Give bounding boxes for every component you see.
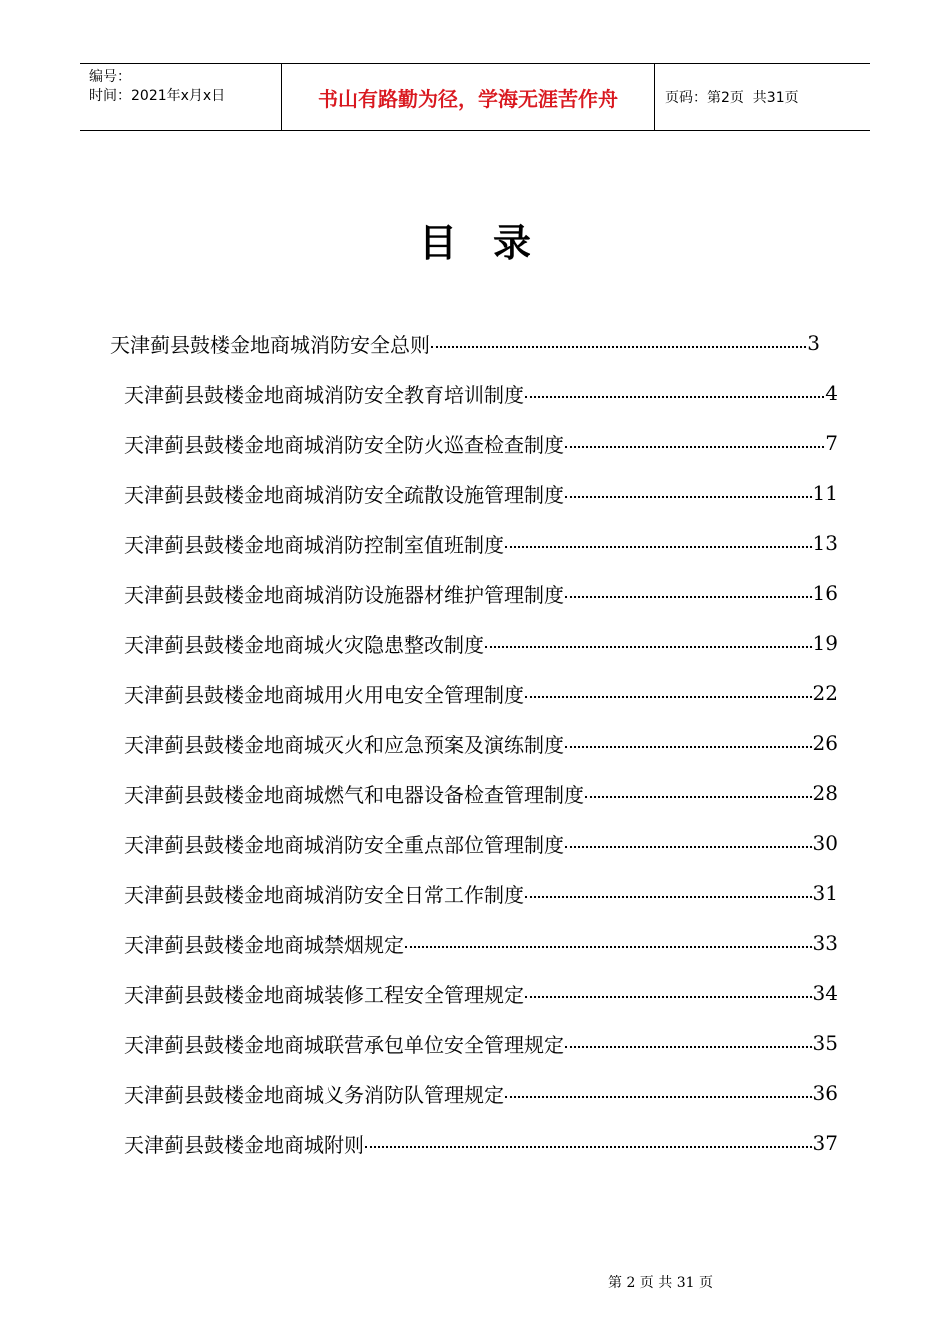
toc-entry-page-number: 26 [812,731,838,755]
toc-dot-leader [525,696,812,698]
toc-entry-page-number: 30 [812,831,838,855]
page-title: 目录 [418,221,567,265]
toc-entry-label: 天津蓟县鼓楼金地商城消防安全总则 [110,332,430,357]
toc-dot-leader [565,846,812,848]
header-motto-cell [282,64,655,130]
toc-entry-page-number: 3 [807,331,820,355]
toc-entry-label: 天津蓟县鼓楼金地商城用火用电安全管理制度 [124,682,524,707]
toc-entry[interactable] [0,568,950,618]
toc-entry[interactable] [0,918,950,968]
toc-entry[interactable] [0,868,950,918]
toc-entry-label: 天津蓟县鼓楼金地商城消防安全防火巡查检查制度 [124,432,564,457]
toc-entry-page-number: 37 [812,1131,838,1155]
toc-entry-page-number: 11 [812,481,838,505]
toc-entry[interactable] [0,618,950,668]
toc-entry[interactable] [0,718,950,768]
toc-dot-leader [505,1096,812,1098]
toc-entry-page-number: 36 [812,1081,838,1105]
toc-entry-label: 天津蓟县鼓楼金地商城消防设施器材维护管理制度 [124,582,564,607]
toc-entry-label: 天津蓟县鼓楼金地商城消防安全疏散设施管理制度 [124,482,564,507]
toc-entry-page-number: 31 [812,881,838,905]
toc-entry[interactable] [0,1068,950,1118]
toc-entry[interactable] [0,318,950,368]
toc-entry[interactable] [0,368,950,418]
toc-entry-page-number: 7 [825,431,838,455]
toc-entry-label: 天津蓟县鼓楼金地商城消防安全日常工作制度 [124,882,524,907]
toc-entry[interactable] [0,418,950,468]
header-page-info: 页码：第2页 共31页 [665,90,799,106]
toc-entry[interactable] [0,818,950,868]
header-page-cell [655,64,870,130]
toc-entry-label: 天津蓟县鼓楼金地商城附则 [124,1132,364,1157]
toc-entry[interactable] [0,518,950,568]
toc-dot-leader [565,1046,812,1048]
toc-entry-page-number: 28 [812,781,838,805]
toc-entry[interactable] [0,1018,950,1068]
page-header [80,63,870,131]
toc-entry[interactable] [0,1118,950,1168]
toc-dot-leader [431,346,806,348]
toc-dot-leader [585,796,812,798]
toc-dot-leader [525,896,812,898]
toc-dot-leader [565,746,812,748]
serial-number-label: 编号： [89,69,131,85]
toc-entry-page-number: 34 [812,981,838,1005]
toc-entry[interactable] [0,668,950,718]
toc-dot-leader [485,646,812,648]
page-footer: 第 2 页 共 31 页 [608,1275,713,1291]
toc-entry-label: 天津蓟县鼓楼金地商城禁烟规定 [124,932,404,957]
toc-dot-leader [565,446,824,448]
toc-entry-page-number: 33 [812,931,838,955]
toc-dot-leader [565,596,812,598]
toc-entry[interactable] [0,468,950,518]
toc-entry-label: 天津蓟县鼓楼金地商城火灾隐患整改制度 [124,632,484,657]
toc-entry-page-number: 35 [812,1031,838,1055]
toc-entry-label: 天津蓟县鼓楼金地商城义务消防队管理规定 [124,1082,504,1107]
toc-dot-leader [565,496,812,498]
toc-entry-label: 天津蓟县鼓楼金地商城燃气和电器设备检查管理制度 [124,782,584,807]
toc-entry-page-number: 19 [812,631,838,655]
toc-dot-leader [525,396,824,398]
header-meta-cell [80,64,282,130]
toc-entry-page-number: 16 [812,581,838,605]
toc-entry-label: 天津蓟县鼓楼金地商城装修工程安全管理规定 [124,982,524,1007]
toc-entry[interactable] [0,968,950,1018]
header-motto: 书山有路勤为径，学海无涯苦作舟 [318,86,618,111]
toc-entry-page-number: 22 [812,681,838,705]
toc-entry-page-number: 13 [812,531,838,555]
table-of-contents [0,318,950,1168]
toc-dot-leader [525,996,812,998]
toc-dot-leader [505,546,812,548]
toc-entry-label: 天津蓟县鼓楼金地商城联营承包单位安全管理规定 [124,1032,564,1057]
toc-dot-leader [405,946,812,948]
toc-entry-label: 天津蓟县鼓楼金地商城消防安全教育培训制度 [124,382,524,407]
toc-entry-label: 天津蓟县鼓楼金地商城灭火和应急预案及演练制度 [124,732,564,757]
toc-entry-page-number: 4 [825,381,838,405]
toc-entry-label: 天津蓟县鼓楼金地商城消防控制室值班制度 [124,532,504,557]
toc-entry-label: 天津蓟县鼓楼金地商城消防安全重点部位管理制度 [124,832,564,857]
time-label: 时间：2021年x月x日 [89,88,226,104]
toc-entry[interactable] [0,768,950,818]
toc-dot-leader [365,1146,812,1148]
